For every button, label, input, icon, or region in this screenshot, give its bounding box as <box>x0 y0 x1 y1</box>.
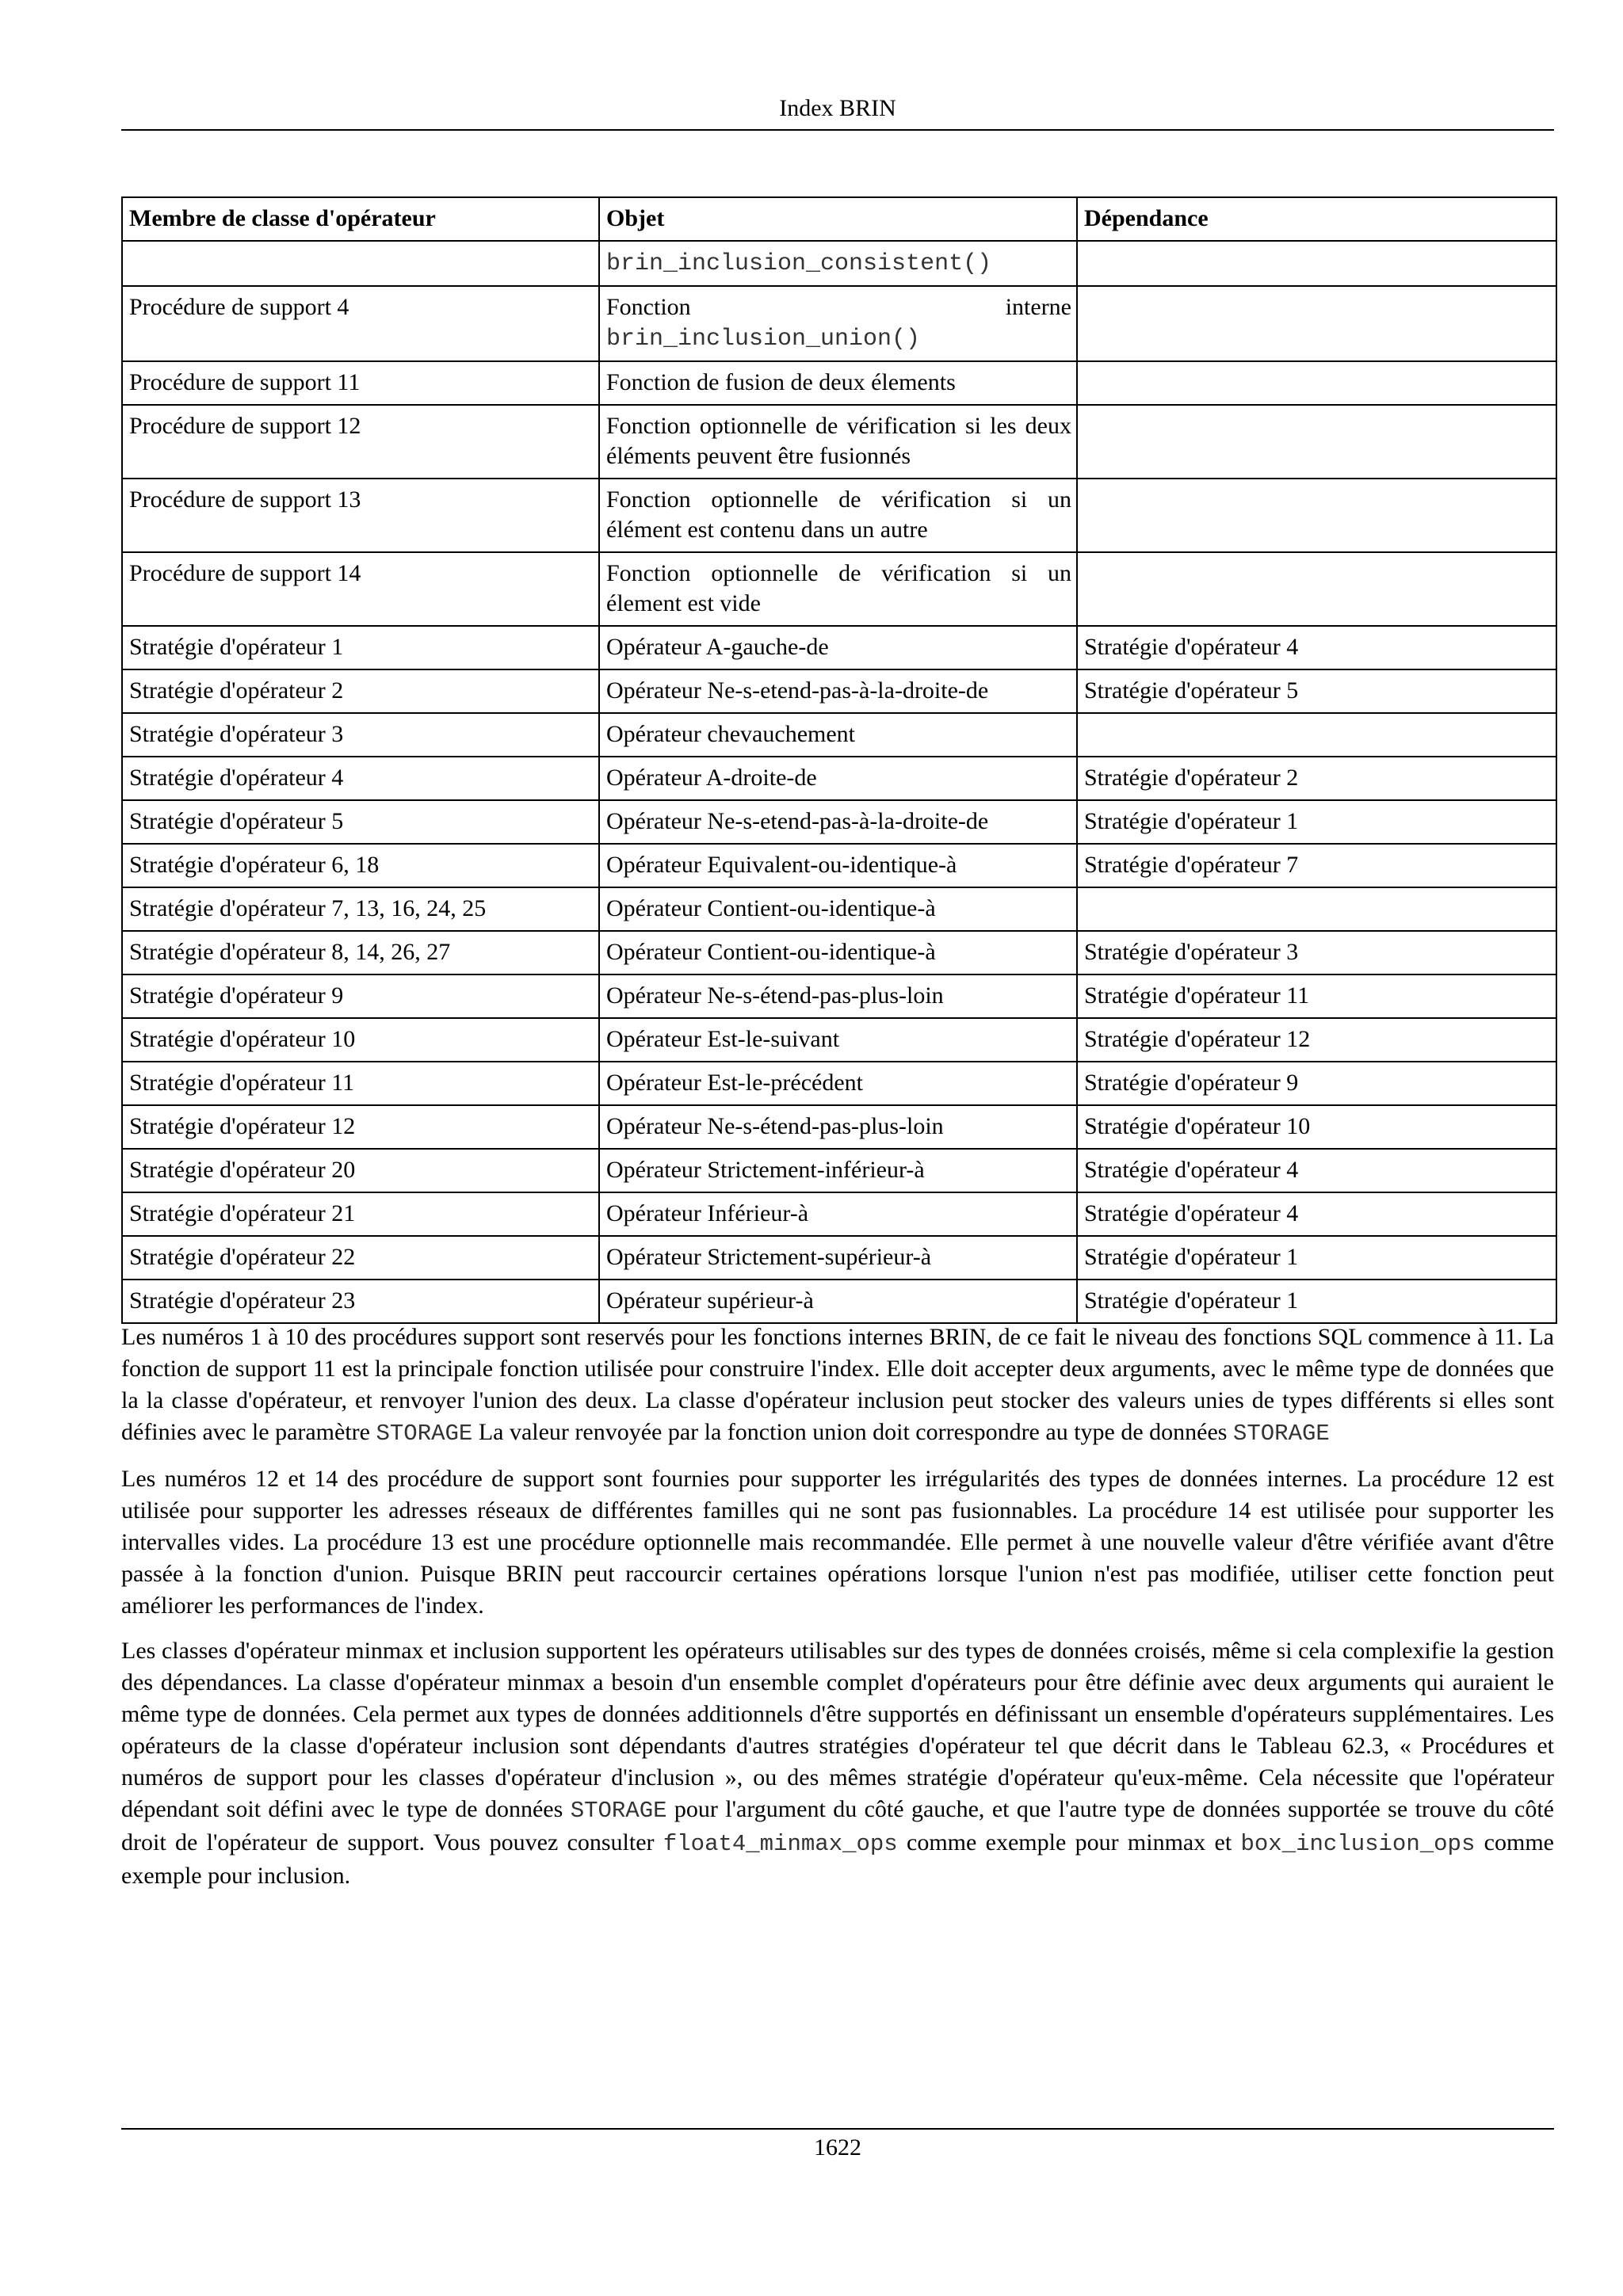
cell-member: Stratégie d'opérateur 21 <box>122 1192 599 1236</box>
cell-object: Opérateur Ne-s-étend-pas-plus-loin <box>599 974 1077 1018</box>
cell-member: Procédure de support 14 <box>122 552 599 626</box>
cell-object: Opérateur supérieur-à <box>599 1280 1077 1323</box>
table-row <box>122 713 1556 757</box>
cell-dependency: Stratégie d'opérateur 1 <box>1077 1236 1556 1280</box>
cell-dependency <box>1077 286 1556 361</box>
cell-object: Fonction optionnelle de vérification si un élément est contenu dans un autre <box>599 479 1077 552</box>
paragraph-text: Les classes d'opérateur minmax et inclusion supportent les opérateurs utilisables sur des types de données croisés, même si cela complexifie la gestion des dépendances. La classe d'opérateur minmax a besoin d'un ensemble complet d'opérateurs pour être définie avec deux arguments qui auraient le même type de données. Cela permet aux types de données additionnels d'être supportés en définissant un ensemble d'opérateurs supplémentaires. Les opérateurs de la classe d'opérateur inclusion sont dépendants d'autres stratégies d'opérateur tel que décrit dans le Tableau 62.3, « Procédures et numéros de support pour les classes d'opérateur d'inclusion », ou des mêmes stratégie d'opérateur qu'eux-même. Cela nécessite que l'opérateur dépendant soit défini avec le type de données <box>121 1638 1554 1822</box>
paragraph-support-procedures <box>121 1322 1554 1450</box>
cell-member: Stratégie d'opérateur 10 <box>122 1018 599 1062</box>
table-row <box>122 757 1556 800</box>
paragraph-text: pour l'argument du côté gauche, et que l'autre type de données supportée se trouve du côté droit de l'opérateur de support. Vous pouvez consulter <box>121 1796 1554 1855</box>
table-row <box>122 800 1556 844</box>
table-row <box>122 405 1556 479</box>
table-row <box>122 479 1556 552</box>
cell-member: Stratégie d'opérateur 23 <box>122 1280 599 1323</box>
cell-dependency: Stratégie d'opérateur 4 <box>1077 1149 1556 1192</box>
table-row <box>122 1192 1556 1236</box>
column-header-member: Membre de classe d'opérateur <box>122 197 599 241</box>
cell-dependency: Stratégie d'opérateur 4 <box>1077 626 1556 669</box>
cell-member: Stratégie d'opérateur 2 <box>122 669 599 713</box>
table-row <box>122 669 1556 713</box>
object-word: interne <box>1005 294 1071 320</box>
cell-object <box>599 241 1077 286</box>
cell-member: Stratégie d'opérateur 9 <box>122 974 599 1018</box>
table-row <box>122 1018 1556 1062</box>
cell-object: Fonction de fusion de deux élements <box>599 361 1077 405</box>
page-header-title: Index BRIN <box>779 95 896 121</box>
inline-code: box_inclusion_ops <box>1240 1831 1476 1857</box>
operator-class-table <box>121 196 1557 1324</box>
table-row <box>122 1236 1556 1280</box>
cell-object: Opérateur A-gauche-de <box>599 626 1077 669</box>
function-name: brin_inclusion_union() <box>606 326 921 353</box>
cell-object: Opérateur Ne-s-etend-pas-à-la-droite-de <box>599 669 1077 713</box>
table-row <box>122 1105 1556 1149</box>
cell-dependency <box>1077 479 1556 552</box>
cell-member: Stratégie d'opérateur 4 <box>122 757 599 800</box>
cell-object: Opérateur chevauchement <box>599 713 1077 757</box>
table-row <box>122 241 1556 286</box>
paragraph-text: comme exemple pour inclusion. <box>121 1829 1554 1889</box>
cell-dependency <box>1077 552 1556 626</box>
function-name: brin_inclusion_consistent() <box>606 250 992 277</box>
cell-object: Opérateur Inférieur-à <box>599 1192 1077 1236</box>
cell-dependency <box>1077 713 1556 757</box>
cell-object: Opérateur A-droite-de <box>599 757 1077 800</box>
inline-code: STORAGE <box>1232 1421 1330 1447</box>
inline-code: STORAGE <box>570 1798 667 1824</box>
cell-object: Opérateur Contient-ou-identique-à <box>599 931 1077 974</box>
cell-dependency: Stratégie d'opérateur 10 <box>1077 1105 1556 1149</box>
cell-object: Opérateur Strictement-supérieur-à <box>599 1236 1077 1280</box>
cell-object: Opérateur Strictement-inférieur-à <box>599 1149 1077 1192</box>
cell-dependency: Stratégie d'opérateur 1 <box>1077 800 1556 844</box>
body-text <box>121 1322 1554 1905</box>
cell-dependency <box>1077 887 1556 931</box>
cell-member: Stratégie d'opérateur 20 <box>122 1149 599 1192</box>
table-row <box>122 1149 1556 1192</box>
cell-object: Opérateur Contient-ou-identique-à <box>599 887 1077 931</box>
column-header-dependency: Dépendance <box>1077 197 1556 241</box>
table-row <box>122 844 1556 887</box>
cell-dependency <box>1077 405 1556 479</box>
cell-member: Procédure de support 11 <box>122 361 599 405</box>
cell-member: Stratégie d'opérateur 1 <box>122 626 599 669</box>
inline-code: float4_minmax_ops <box>663 1831 898 1857</box>
cell-member: Stratégie d'opérateur 5 <box>122 800 599 844</box>
cell-object: Opérateur Ne-s-etend-pas-à-la-droite-de <box>599 800 1077 844</box>
paragraph-text: comme exemple pour minmax et <box>897 1829 1241 1855</box>
cell-member: Procédure de support 12 <box>122 405 599 479</box>
cell-object <box>599 286 1077 361</box>
table-row <box>122 361 1556 405</box>
cell-dependency: Stratégie d'opérateur 9 <box>1077 1062 1556 1105</box>
cell-dependency <box>1077 361 1556 405</box>
paragraph-text: Les numéros 1 à 10 des procédures support sont reservés pour les fonctions internes BRIN, de ce fait le niveau des fonctions SQL commence à 11. La fonction de support 11 est la principale fonction utilisée pour construire l'index. Elle doit accepter deux arguments, avec le même type de données que la la classe d'opérateur, et renvoyer l'union des deux. La classe d'opérateur inclusion peut stocker des valeurs unies de types différents si elles sont définies avec le paramètre <box>121 1324 1554 1445</box>
cell-member: Stratégie d'opérateur 3 <box>122 713 599 757</box>
footer-divider <box>121 2128 1554 2130</box>
cell-dependency: Stratégie d'opérateur 11 <box>1077 974 1556 1018</box>
table-row <box>122 887 1556 931</box>
cell-member: Procédure de support 13 <box>122 479 599 552</box>
cell-member <box>122 241 599 286</box>
table-row <box>122 1280 1556 1323</box>
cell-member: Stratégie d'opérateur 8, 14, 26, 27 <box>122 931 599 974</box>
cell-dependency: Stratégie d'opérateur 3 <box>1077 931 1556 974</box>
table-row <box>122 1062 1556 1105</box>
cell-dependency: Stratégie d'opérateur 1 <box>1077 1280 1556 1323</box>
cell-dependency <box>1077 241 1556 286</box>
object-line <box>606 292 1071 322</box>
table-header-row <box>122 197 1556 241</box>
cell-member: Procédure de support 4 <box>122 286 599 361</box>
cell-object: Opérateur Est-le-suivant <box>599 1018 1077 1062</box>
table-row <box>122 931 1556 974</box>
page-number: 1622 <box>814 2134 861 2161</box>
cell-member: Stratégie d'opérateur 7, 13, 16, 24, 25 <box>122 887 599 931</box>
cell-dependency: Stratégie d'opérateur 4 <box>1077 1192 1556 1236</box>
cell-object: Fonction optionnelle de vérification si un élement est vide <box>599 552 1077 626</box>
cell-member: Stratégie d'opérateur 11 <box>122 1062 599 1105</box>
cell-dependency: Stratégie d'opérateur 7 <box>1077 844 1556 887</box>
cell-object: Opérateur Equivalent-ou-identique-à <box>599 844 1077 887</box>
paragraph-irregularities: Les numéros 12 et 14 des procédure de support sont fournies pour supporter les irrégularités des types de données internes. La procédure 12 est utilisée pour supporter les adresses réseaux de différentes familles qui ne sont pas fusionnables. La procédure 14 est utilisée pour supporter les intervalles vides. La procédure 13 est une procédure optionnelle mais recommandée. Elle permet à une nouvelle valeur d'être vérifiée avant d'être passée à la fonction d'union. Puisque BRIN peut raccourcir certaines opérations lorsque l'union n'est pas modifiée, utiliser cette fonction peut améliorer les performances de l'index. <box>121 1466 1554 1619</box>
table-row <box>122 974 1556 1018</box>
table-row <box>122 626 1556 669</box>
paragraph-text: La valeur renvoyée par la fonction union doit correspondre au type de données <box>472 1419 1233 1445</box>
paragraph-cross-type <box>121 1635 1554 1892</box>
cell-object: Opérateur Est-le-précédent <box>599 1062 1077 1105</box>
table-row <box>122 286 1556 361</box>
cell-object: Opérateur Ne-s-étend-pas-plus-loin <box>599 1105 1077 1149</box>
cell-member: Stratégie d'opérateur 22 <box>122 1236 599 1280</box>
header-divider <box>121 129 1554 131</box>
cell-dependency: Stratégie d'opérateur 5 <box>1077 669 1556 713</box>
table-row <box>122 552 1556 626</box>
cell-dependency: Stratégie d'opérateur 12 <box>1077 1018 1556 1062</box>
inline-code: STORAGE <box>376 1421 473 1447</box>
cell-member: Stratégie d'opérateur 6, 18 <box>122 844 599 887</box>
column-header-object: Objet <box>599 197 1077 241</box>
cell-dependency: Stratégie d'opérateur 2 <box>1077 757 1556 800</box>
cell-member: Stratégie d'opérateur 12 <box>122 1105 599 1149</box>
cell-object: Fonction optionnelle de vérification si les deux éléments peuvent être fusionnés <box>599 405 1077 479</box>
object-word: Fonction <box>606 294 691 320</box>
